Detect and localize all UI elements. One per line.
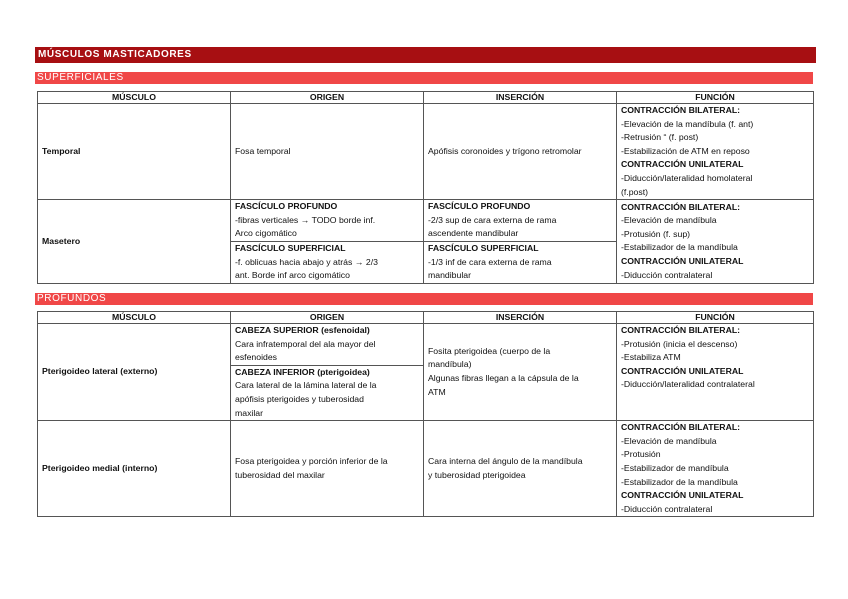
insercion-pterigoideo-medial bbox=[424, 421, 617, 517]
muscle-masetero: Masetero bbox=[38, 200, 231, 284]
table-row-temporal bbox=[38, 104, 814, 200]
header-insercion: INSERCIÓN bbox=[424, 312, 617, 324]
header-insercion: INSERCIÓN bbox=[424, 92, 617, 104]
text-line: -f. oblicuas hacia abajo y atrás → 2/3 bbox=[235, 256, 378, 267]
header-origen: ORIGEN bbox=[231, 312, 424, 324]
muscle-pterigoideo-lateral: Pterigoideo lateral (externo) bbox=[38, 324, 231, 421]
page-title: MÚSCULOS MASTICADORES bbox=[35, 47, 816, 63]
header-musculo: MÚSCULO bbox=[38, 92, 231, 104]
text-line: Fosita pterigoidea (cuerpo de la bbox=[428, 345, 551, 356]
funcion-pterigoideo-medial bbox=[617, 421, 814, 517]
origen-cabeza-superior bbox=[231, 324, 424, 366]
fasciculo-heading: FASCÍCULO SUPERFICIAL bbox=[428, 242, 539, 253]
text-line: -1/3 inf de cara externa de rama bbox=[428, 256, 552, 267]
text-line: esfenoides bbox=[235, 352, 278, 363]
insercion-masetero-profundo bbox=[424, 200, 617, 242]
text-line: Arco cigomático bbox=[235, 228, 297, 239]
funcion-line: -Estabiliza ATM bbox=[621, 352, 681, 363]
funcion-line: -Estabilizador de la mandíbula bbox=[621, 476, 738, 487]
header-funcion: FUNCIÓN bbox=[617, 92, 814, 104]
funcion-line: -Elevación de mandíbula bbox=[621, 215, 717, 226]
text-line: Cara infratemporal del ala mayor del bbox=[235, 338, 376, 349]
funcion-line: CONTRACCIÓN BILATERAL: bbox=[621, 422, 741, 433]
origen-temporal: Fosa temporal bbox=[231, 104, 424, 200]
text-line: Cara interna del ángulo de la mandíbula bbox=[428, 456, 583, 467]
text-line: maxilar bbox=[235, 407, 263, 418]
header-musculo: MÚSCULO bbox=[38, 312, 231, 324]
text-line: Cara lateral de la lámina lateral de la bbox=[235, 380, 377, 391]
funcion-temporal bbox=[617, 104, 814, 200]
funcion-line: -Diducción/lateralidad homolateral bbox=[621, 172, 753, 183]
table-header-row bbox=[38, 92, 814, 104]
text-line: ATM bbox=[428, 386, 446, 397]
funcion-line: -Diducción contralateral bbox=[621, 503, 713, 514]
funcion-masetero bbox=[617, 200, 814, 284]
funcion-line: CONTRACCIÓN BILATERAL: bbox=[621, 201, 741, 212]
text-line: mandíbula) bbox=[428, 359, 472, 370]
origen-masetero-profundo bbox=[231, 200, 424, 242]
text-line: mandibular bbox=[428, 270, 471, 281]
cabeza-heading: CABEZA SUPERIOR (esfenoidal) bbox=[235, 325, 370, 335]
funcion-line: (f.post) bbox=[621, 186, 649, 197]
text-line: apófisis pterigoides y tuberosidad bbox=[235, 393, 364, 404]
funcion-line: -Estabilizador de mandíbula bbox=[621, 462, 729, 473]
text-line: ant. Borde inf arco cigomático bbox=[235, 270, 350, 281]
table-row-pterigoideo-lateral bbox=[38, 324, 814, 366]
origen-masetero-superficial bbox=[231, 241, 424, 283]
funcion-line: CONTRACCIÓN UNILATERAL bbox=[621, 159, 744, 170]
origen-cabeza-inferior bbox=[231, 365, 424, 420]
funcion-line: CONTRACCIÓN BILATERAL: bbox=[621, 105, 741, 115]
text-line: -2/3 sup de cara externa de rama bbox=[428, 214, 557, 225]
header-funcion: FUNCIÓN bbox=[617, 312, 814, 324]
text-line: tuberosidad del maxilar bbox=[235, 469, 325, 480]
insercion-masetero-superficial bbox=[424, 241, 617, 283]
section-profundos: PROFUNDOS bbox=[35, 293, 813, 305]
text-line: y tuberosidad pterigoidea bbox=[428, 469, 526, 480]
funcion-line: -Diducción/lateralidad contralateral bbox=[621, 379, 755, 390]
table-header-row bbox=[38, 312, 814, 324]
funcion-line: -Retrusión “ (f. post) bbox=[621, 132, 699, 143]
funcion-line: -Elevación de la mandíbula (f. ant) bbox=[621, 118, 754, 129]
funcion-line: -Diducción contralateral bbox=[621, 269, 713, 280]
table-row-pterigoideo-medial bbox=[38, 421, 814, 517]
origen-pterigoideo-medial bbox=[231, 421, 424, 517]
funcion-line: CONTRACCIÓN UNILATERAL bbox=[621, 490, 744, 501]
funcion-line: CONTRACCIÓN BILATERAL: bbox=[621, 325, 741, 335]
section-superficiales: SUPERFICIALES bbox=[35, 72, 813, 84]
insercion-pterigoideo-lateral bbox=[424, 324, 617, 421]
table-superficiales bbox=[37, 91, 814, 284]
muscle-pterigoideo-medial: Pterigoideo medial (interno) bbox=[38, 421, 231, 517]
funcion-line: -Estabilizador de la mandíbula bbox=[621, 242, 738, 253]
cabeza-heading: CABEZA INFERIOR (pterigoidea) bbox=[235, 366, 370, 377]
table-row-masetero bbox=[38, 200, 814, 242]
funcion-line: -Protusión bbox=[621, 449, 661, 460]
funcion-pterigoideo-lateral bbox=[617, 324, 814, 421]
fasciculo-heading: FASCÍCULO SUPERFICIAL bbox=[235, 242, 346, 253]
text-line: ascendente mandibular bbox=[428, 228, 519, 239]
funcion-line: -Estabilización de ATM en reposo bbox=[621, 145, 750, 156]
text-line: Algunas fibras llegan a la cápsula de la bbox=[428, 373, 579, 384]
funcion-line: -Elevación de mandíbula bbox=[621, 435, 717, 446]
funcion-line: CONTRACCIÓN UNILATERAL bbox=[621, 365, 744, 376]
fasciculo-heading: FASCÍCULO PROFUNDO bbox=[428, 201, 531, 212]
header-origen: ORIGEN bbox=[231, 92, 424, 104]
insercion-temporal: Apófisis coronoides y trígono retromolar bbox=[424, 104, 617, 200]
funcion-line: -Protusión (inicia el descenso) bbox=[621, 338, 738, 349]
text-line: -fibras verticales → TODO borde inf. bbox=[235, 214, 376, 225]
text-line: Fosa pterigoidea y porción inferior de la bbox=[235, 456, 388, 467]
table-profundos bbox=[37, 311, 814, 517]
muscle-temporal: Temporal bbox=[38, 104, 231, 200]
funcion-line: CONTRACCIÓN UNILATERAL bbox=[621, 256, 744, 267]
fasciculo-heading: FASCÍCULO PROFUNDO bbox=[235, 201, 338, 212]
funcion-line: -Protusión (f. sup) bbox=[621, 228, 691, 239]
